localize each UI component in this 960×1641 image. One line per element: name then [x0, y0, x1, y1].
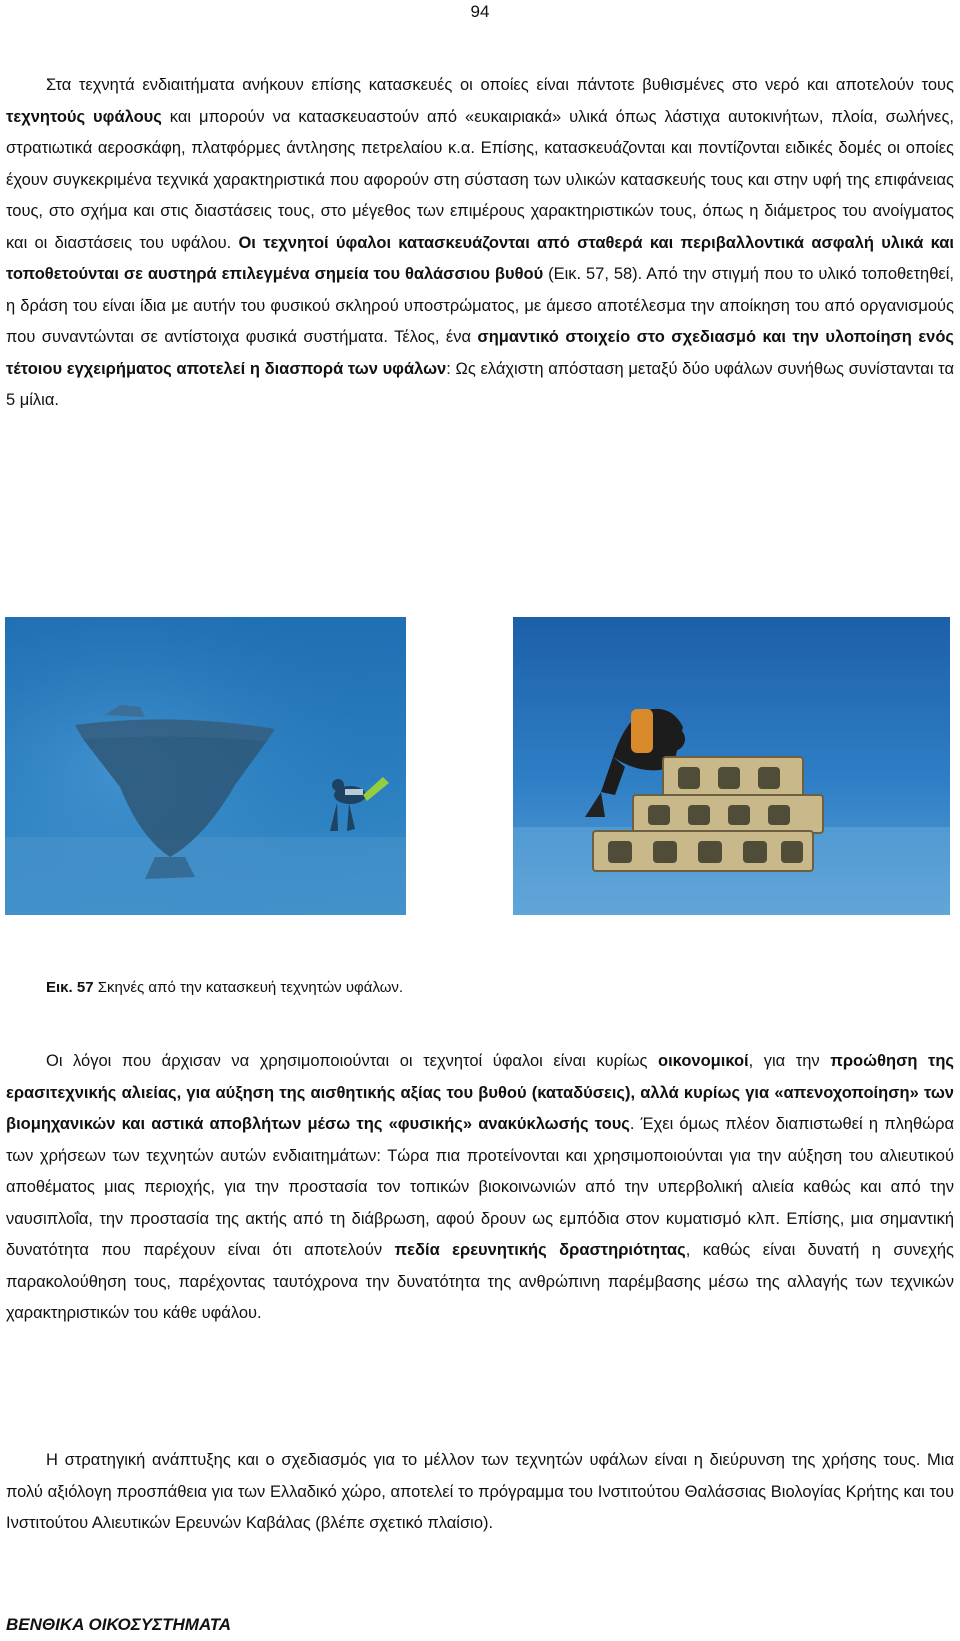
paragraph-bold-text: προώθηση της ερασιτεχνικής αλιείας, για αύξηση της αισθητικής αξίας του βυθού (καταδύσεις), αλλά κυρίως για «απενοχοποίηση» των βιομηχανικών και αστικά αποβλήτων μέσω της «φυσικής» ανακύκλωσής τους — [6, 1052, 954, 1133]
paragraph-bold-text: Οι τεχνητοί ύφαλοι κατασκευάζονται από σταθερά και περιβαλλοντικά ασφαλή υλικά και τοποθετούνται σε αυστηρά επιλεγμένα σημεία του θαλάσσιου βυθού — [6, 233, 954, 283]
paragraph-bold-text: οικονομικοί — [658, 1052, 749, 1070]
reef-blocks-diver-illustration — [513, 617, 950, 915]
footer-section-heading: ΒΕΝΘΙΚΑ ΟΙΚΟΣΥΣΤΗΜΑΤΑ — [6, 1615, 232, 1634]
paragraph-text: , για την — [748, 1052, 831, 1070]
reef-blocks-diver-photo — [513, 617, 950, 915]
paragraph-text: , καθώς είναι δυνατή η συνεχής παρακολούθηση τους, παρέχοντας ταυτόχρονα την δυνατότητα της ανθρώπινη παρέμβασης μέσω της αλλαγής των τεχνικών χαρακτηριστικών του κάθε υφάλου. — [6, 1241, 954, 1322]
paragraph-text: . Έχει όμως πλέον διαπιστωθεί η πληθώρα των χρήσεων των τεχνητών αυτών ενδιαιτημάτων: Τώρα πια προτείνονται και χρησιμοποιούνται για την αύξηση του αλιευτικού αποθέματος μιας περιοχής, για την προστασία τον τοπικών βιοκοινωνιών από την υπερβολική αλιεία καθώς και από την ναυσιπλοΐα, την προστασία της ακτής από τη διάβρωση, αφού δρουν ως εμπόδια στον κυματισμό κλπ. Επίσης, μια σημαντική δυνατότητα που παρέχουν είναι ότι αποτελούν — [6, 1115, 954, 1259]
paragraph-text: Στα τεχνητά ενδιαιτήματα ανήκουν επίσης κατασκευές οι οποίες είναι πάντοτε βυθισμένες στο νερό και αποτελούν τους — [46, 76, 954, 94]
paragraph-text: Οι λόγοι που άρχισαν να χρησιμοποιούνται οι τεχνητοί ύφαλοι είναι κυρίως — [46, 1052, 658, 1070]
paragraph-text: και μπορούν να κατασκευαστούν από «ευκαιριακά» υλικά όπως λάστιχα αυτοκινήτων, πλοία, σωλήνες, στρατιωτικά αεροσκάφη, πλατφόρμες άντλησης πετρελαίου κ.α. Επίσης, κατασκευάζονται και ποντίζονται ειδικές δομές οι οποίες έχουν συγκεκριμένα τεχνικά χαρακτηριστικά που αφορούν στη σύσταση των υλικών κατασκευής τους και στην υφή της επιφάνειας τους, στο σχήμα και στις διαστάσεις τους, στο μέγεθος των επιμέρους χαρακτηριστικών τους, όπως η διάμετρος του ανοίγματος και οι διαστάσεις του υφάλου. — [6, 107, 954, 252]
paragraph-text: : Ως ελάχιστη απόσταση μεταξύ δύο υφάλων συνήθως συνίστανται τα 5 μίλια. — [6, 359, 954, 409]
figure-caption — [46, 979, 403, 996]
paragraph-text: (Εικ. 57, 58). Από την στιγμή που το υλικό τοποθετηθεί, η δράση του είναι ίδια με αυτήν του φυσικού σκληρού υποστρώματος, με άμεσο αποτέλεσμα την αποίκηση του από οργανισμούς που συναντώνται σε αντίστοιχα φυσικά συστήματα. Τέλος, ένα — [6, 265, 955, 346]
paragraph-bold-text: τεχνητούς υφάλους — [6, 107, 162, 126]
caption-label: Εικ. 57 — [46, 979, 94, 996]
paragraph-reasons — [6, 1046, 954, 1330]
paragraph-bold-text: πεδία ερευνητικής δραστηριότητας — [394, 1241, 686, 1259]
shipwreck-diver-photo — [5, 617, 406, 915]
paragraph-bold-text: σημαντικό στοιχείο στο σχεδιασμό και την υλοποίηση ενός τέτοιου εγχειρήματος αποτελεί η διασπορά των υφάλων — [6, 328, 954, 378]
shipwreck-diver-illustration — [5, 617, 406, 915]
paragraph-strategy: Η στρατηγική ανάπτυξης και ο σχεδιασμός για το μέλλον των τεχνητών υφάλων είναι η διεύρυνση της χρήσης τους. Μια πολύ αξιόλογη προσπάθεια για των Ελλαδικό χώρο, αποτελεί το πρόγραμμα του Ινστιτούτου Θαλάσσιας Βιολογίας Κρήτης και του Ινστιτούτου Αλιευτικών Ερευνών Καβάλας (βλέπε σχετικό πλαίσιο). — [6, 1451, 954, 1532]
page-number: 94 — [470, 2, 490, 21]
caption-text: Σκηνές από την κατασκευή τεχνητών υφάλων. — [93, 979, 404, 996]
paragraph-artificial-reefs — [6, 70, 954, 417]
